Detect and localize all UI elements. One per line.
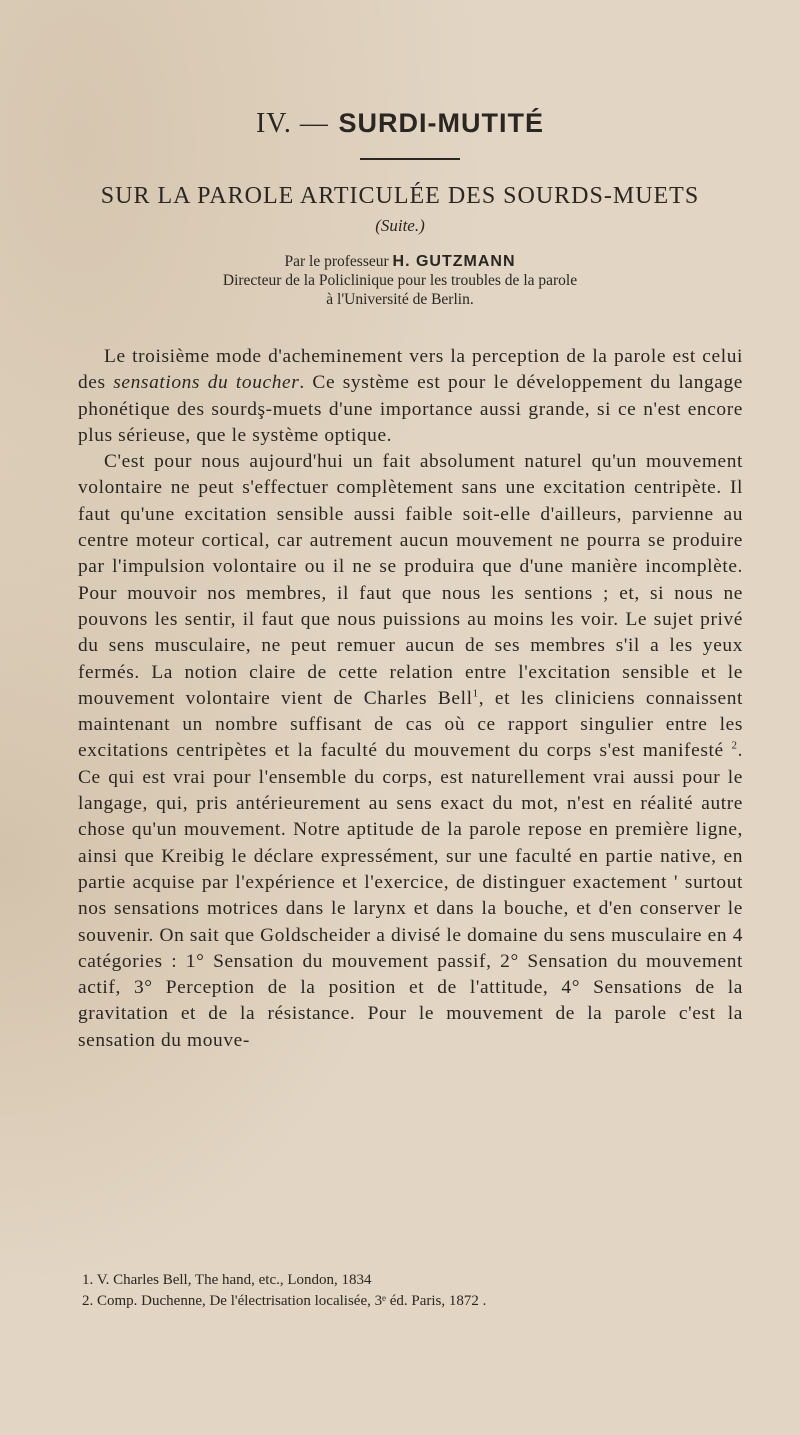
author-name: H. GUTZMANN <box>392 253 516 270</box>
paragraph-1 <box>78 344 743 449</box>
paragraph-2-text-a: C'est pour nous aujourd'hui un fait absolument naturel qu'un mouvement volontaire ne peut s'effectuer complètement sans une excitation centripète. Il faut qu'une excitation sensible aussi faible soit-elle d'ailleurs, parvienne au centre moteur cortical, car autrement aucun mouvement ne pourra se produire par l'impulsion volontaire ou il ne se produira que d'une manière incomplète. Pour mouvoir nos membres, il faut que nous les sentions ; et, si nous ne pouvons les sentir, il faut que nous puissions au moins les voir. Le sujet privé du sens musculaire, ne peut remuer aucun de ses membres s'il a les yeux fermés. La notion claire de cette relation entre l'excitation sensible et le mouvement volontaire vient de Charles Bell <box>78 451 743 709</box>
paragraph-2-text-c: . Ce qui est vrai pour l'ensemble du corps, est naturellement vrai aussi pour le langage, qui, pris antérieurement au sens exact du mot, n'est en réalité autre chose qu'un mouvement. Notre aptitude de la parole repose en première ligne, ainsi que Kreibig le déclare expressément, sur une faculté en partie native, en partie acquise par l'expérience et l'exercice, de distinguer exactement ' surtout nos sensations motrices dans le larynx et dans la bouche, et d'en conserver le souvenir. On sait que Goldscheider a divisé le domaine du sens musculaire en 4 catégories : 1° Sensation du mouvement passif, 2° Sensation du mouvement actif, 3° Perception de la position et de l'attitude, 4° Sensations de la gravitation et de la résistance. Pour le mouvement de la parole c'est la sensation du mouve- <box>78 740 744 1051</box>
paragraph-1-text-b: . Ce système est pour le développement du langage phonétique des sourdş-muets d'une importance aussi grande, si ce n'est encore plus sérieuse, que le système optique. <box>78 372 743 446</box>
paragraph-1-text-a: Le troisième mode d'acheminement vers la perception de la parole est celui des <box>78 346 743 394</box>
section-number: IV. — <box>255 108 329 139</box>
section-heading <box>0 108 800 140</box>
byline <box>0 252 800 309</box>
footnotes <box>78 1270 743 1312</box>
paragraph-2 <box>78 449 743 1054</box>
heading-rule <box>360 158 460 160</box>
affiliation-line-2: à l'Université de Berlin. <box>326 291 474 308</box>
footnote-ref-1: 1 <box>472 687 479 700</box>
article-body <box>78 344 743 1054</box>
footnote-2: 2. Comp. Duchenne, De l'électrisation localisée, 3ᵉ éd. Paris, 1872 . <box>82 1293 487 1309</box>
paragraph-2-text-b: , et les cliniciens connaissent maintenant un nombre suffisant de cas où ce rapport singulier entre les excitations centripètes et la faculté du mouvement du corps s'est manifesté <box>78 687 743 762</box>
section-name: SURDI-MUTITÉ <box>338 108 544 138</box>
article-title: SUR LA PAROLE ARTICULÉE DES SOURDS-MUETS <box>100 183 700 209</box>
continuation-note: (Suite.) <box>375 216 425 235</box>
emphasis-sensations: sensations du toucher <box>113 372 300 394</box>
affiliation-line-1: Directeur de la Policlinique pour les troubles de la parole <box>222 272 578 289</box>
footnote-1: 1. V. Charles Bell, The hand, etc., London, 1834 <box>82 1272 372 1288</box>
footnote-ref-2: 2 <box>731 739 738 752</box>
byline-prefix: Par le professeur <box>284 253 389 270</box>
